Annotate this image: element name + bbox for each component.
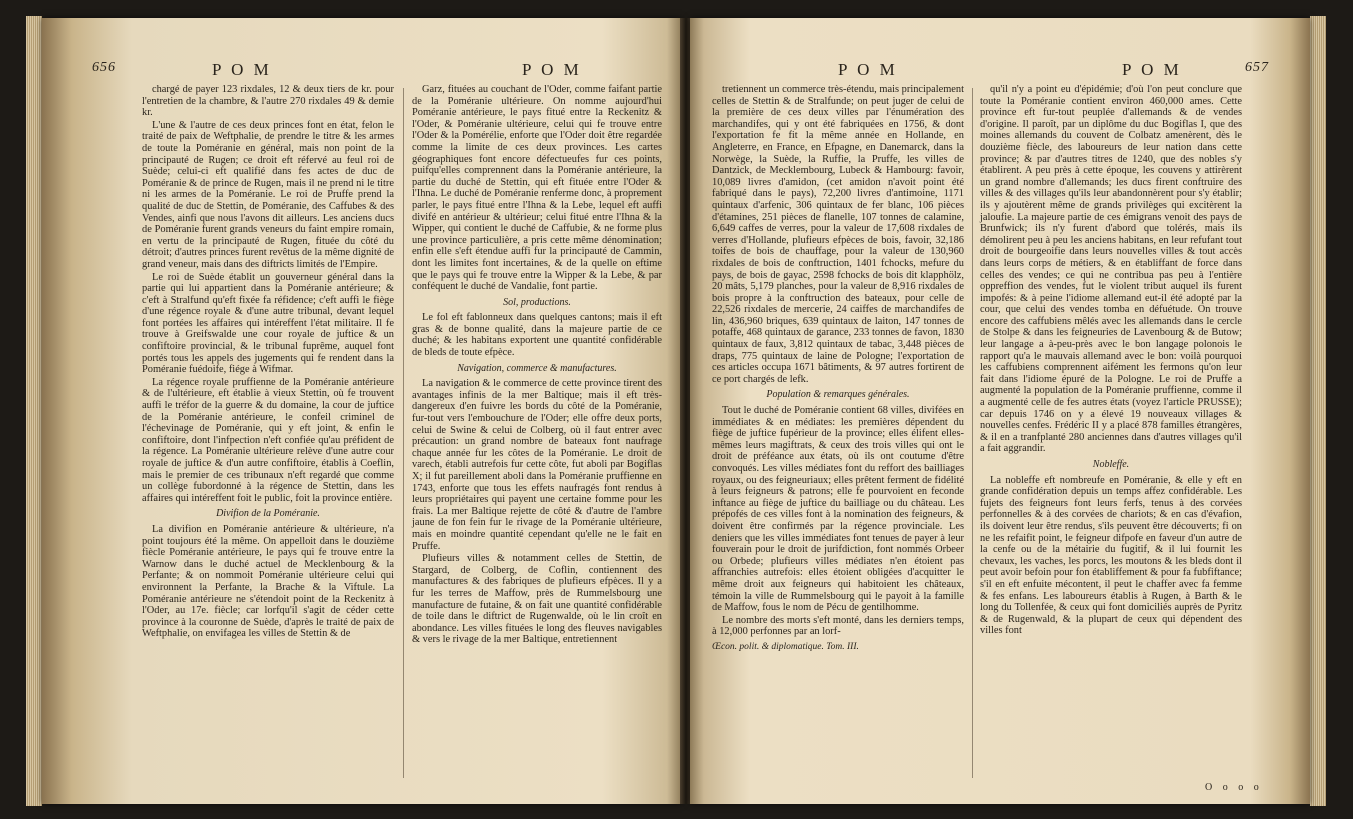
section-heading: Navigation, commerce & manufactures. [457, 362, 617, 374]
paragraph: Le fol eft fablonneux dans quelques cantons; mais il eft gras & de bonne qualité, dans la majeure partie de ce duché; & les habitans exportent une quantité confidérable de bleds de toute efpèce. [412, 312, 662, 359]
page-number-right: 657 [1245, 60, 1269, 75]
right-column-1 [712, 84, 964, 654]
paragraph: chargé de payer 123 rixdales, 12 & deux tiers de kr. pour l'entretien de la chambre, & l'autre 270 rixdales 49 & demie kr. [142, 84, 394, 119]
paragraph: Le nombre des morts s'eft monté, dans les derniers temps, à 12,000 perfonnes par an lorf- [712, 614, 964, 638]
paragraph: La nobleffe eft nombreufe en Poméranie, & elle y eft en grande confidération depuis un temps affez confidérable. Les fujets des feigneurs font leurs ferfs, tenus à des corvées perfonnelles & à des corvées de chariots; & en cas d'évafion, ils doivent leur être rendus, s'ils peuvent être découverts; fi on ne les refaifit point, le feigneur difpofe en faveur d'un autre de la cenfe ou de la métairie du fugitif, & il lui fournit les chevaux, les vaches, les porcs, les moutons & les bleds dont il peut avoir befoin pour fon établiffement & pour fa fubfiftance; s'il en eft enfuite mécontent, il peut le chaffer avec fa femme & fes enfans. Les laboureurs établis à Rugen, à Barth & le long du Tollenfée, & ceux qui font domiciliés auprès de Pyritz & de Rugenwald, & la plupart de ceux qui dépendent des villes font [980, 474, 1242, 637]
left-page-edges [26, 16, 42, 806]
left-page [42, 18, 682, 804]
left-column-2 [412, 84, 662, 647]
right-page [690, 18, 1310, 804]
paragraph: qu'il n'y a point eu d'épidémie; d'où l'on peut conclure que toute la Poméranie contient environ 460,000 ames. Cette province eft fur-tout peuplée d'allemands & de vendes d'origine. Il paroît, par un diplôme du duc Bogiflas I, que des moines allemands du couvent de Colbatz amenèrent, dès le douzième fiècle, des laboureurs de leur nation dans cette province; & par d'autres titres de 1240, que des nobles s'y établirent. A peu près à cette époque, les couvens y attirèrent un grand nombre d'allemands; les ducs firent conftruire des villes & des villages qu'ils leur abandonnèrent pour s'y établir; ils y ajoutèrent même de grands privilèges qui excitèrent la jaloufie. La majeure partie de ces émigrans venoit des pays de Brunfwick; ils n'y furent d'abord que tolérés, mais ils démolirent peu à peu les anciens habitans, en leur refufant tout droit de bourgeoifie dans leurs nouvelles villes & tout accès dans leurs corps de métiers, & en établiffant de force dans celles des vendes; ce qui ne contribua pas peu à l'entière oppreffion des vendes, fut le violent tribut auquel ils furent impofés: & à peine l'idiome allemand eut-il été adopté par la cour, que celui des vendes tomba en défuétude. On trouve encore des caffubiens mêlés avec les allemands dans le cercle de Stolpe & dans les feigneuries de Lavenbourg & de Butow; leur langage a à-peu-près avec le bon langage polonois le rapport qu'a le mauvais allemand avec le bon: voilà pourquoi les caffubiens comprennent aifément les fermons qu'on leur fait dans l'idiome épuré de la Pologne. Le roi de Pruffe a augmenté la population de la Poméranie pruffienne, comme il a augmenté celle de fes autres états (voyez l'article PRUSSE); car depuis 1746 on y a élevé 19 nouveaux villages & nouvelles cenfes. Frédéric II y a placé 878 familles étrangères, & il en a tranfplanté 280 anciennes dans d'autres villages qu'il a fait aggrandir. [980, 84, 1242, 455]
right-column-2 [980, 84, 1242, 638]
column-rule [403, 88, 404, 778]
running-head: P O M [1122, 60, 1182, 79]
paragraph: tretiennent un commerce très-étendu, mais principalement celles de Stettin & de Stralfunde; on peut juger de celui de la première de ces deux villes par l'énumération des marchandifes, qui y ont été fabriquées en 1756, & dont l'exportation fe fit la même année en Hollande, en Angleterre, en France, en Efpagne, en Danemarck, dans la Norwège, la Suède, la Ruffie, la Pruffe, les villes de Dantzick, de Mecklembourg, Lubeck & Hambourg: favoir, 10,089 livres d'amidon, (cet amidon n'avoit point été fabriqué dans le pays), 72,200 livres d'antimoine, 1171 quintaux d'arfenic, 306 quintaux de fer blanc, 106 pièces d'étamines, 251 pièces de flanelle, 107 tonnes de calamine, 6,649 caffes de verres, pour la valeur de 17,608 rixdales de verres d'Hollande, plufieurs efpèces de bois, favoir, 32,186 toifes de bois de chauffage, pour la valeur de 130,960 rixdales de bois de conftruction, 1401 fchocks, mefure du pays, de bois de gayac, 2598 fchocks de bois dit klapphölz, 20 mâts, 5,179 planches, pour la valeur de 8,916 rixdales de bois propre à la conftruction des bateaux, pour celle de 22,526 rixdales de mercerie, 24 caiffes de marchandifes de lin, 436,960 briques, 639 quintaux de laiton, 147 tonnes de potaffe, 468 quintaux de garance, 233 tonnes de favon, 1830 quintaux de faux, 3,812 quintaux de tabac, 3,448 pièces de draps, 775 quintaux de laine de Pologne; l'exportation de ces articles occupa 1671 bâtiments, & 97 autres fortirent de ce port chargés de lefk. [712, 84, 964, 385]
paragraph: La navigation & le commerce de cette province tirent des avantages infinis de la mer Baltique; mais il eft très-dangereux d'en fuivre les bords du côté de la Poméranie, fur-tout vers l'embouchure de l'Oder; elle offre deux ports, celui de Swine & celui de Colberg, où il faut entrer avec précaution: un grand nombre de bateaux font naufrage chaque année fur les côtes de la Poméranie. Le droit de varech, établi autrefois fur cette côte, fut aboli par Bogiflas X; il fut pareillement aboli dans la Poméranie pruffienne en 1743, enforte que tous les effets naufragés font rendus à leurs propriétaires qui payent une certaine fomme pour les frais. La mer Baltique rejette de côté & d'autre de l'ambre jaune de fon fein fur le rivage de la Poméranie ultérieure, mais en moindre quantité cependant qu'elle ne le fait en Pruffe. [412, 378, 662, 552]
page-number-left: 656 [92, 60, 116, 75]
left-column-1 [142, 84, 394, 641]
paragraph: Le roi de Suède établit un gouverneur général dans la partie qui lui appartient dans la Poméranie antérieure; & c'eft à Stralfund qu'eft fixée fa réfidence; c'eft auffi le fiège d'une régence royale & d'une autre tribunal, devant lequel font portées les affaires qui intéreffent l'état militaire. Il fe trouve à Greifswalde une cour royale de juftice & un confiftoire provincial, & le tribunal fuprême, auquel font portés tous les appels des jugements qui fe rendent dans la Poméranie fuédoife, fiége à Wifmar. [142, 271, 394, 376]
paragraph: Garz, fituées au couchant de l'Oder, comme faifant partie de la Poméranie ultérieure. On nomme aujourd'hui Poméranie antérieure, le pays fitué entre la Reckenitz & l'Oder, & Poméranie ultérieure, celui qui fe trouve entre l'Oder & la Pomérélie, enforte que l'Oder doit être regardée comme la limite de ces deux provinces. Les cartes géographiques font encore défectueufes fur ces points, puifqu'elles comprennent dans la Poméranie antérieure, la partie du duché de Stettin, qui eft fituée entre l'Oder & l'Ihna. Le duché de Poméranie renferme donc, à proprement parler, le pays fitué entre l'Ihna & la Lebe, lequel eft auffi divifé en antérieur & ultérieur; celui fitué entre l'Ihna & la Wipper, qui contient le duché de Caffubie, & ne forme plus une province particulière, a pris cette même dénomination; enfin elle s'eft étendue auffi fur la principauté de Cammin, dont les limites font incertaines, & de la quelle on eftime que le pays qui fe trouve entre la Wipper & la Lebe, & par conféquent le duché de Vandalie, font partie. [412, 84, 662, 293]
section-heading: Population & remarques générales. [766, 389, 910, 401]
right-page-edges [1310, 16, 1326, 806]
section-heading: Nobleffe. [1092, 459, 1130, 470]
section-heading: Sol, productions. [503, 296, 571, 308]
column-rule [972, 88, 973, 778]
paragraph: L'une & l'autre de ces deux princes font en état, felon le traité de paix de Weftphalie, de prendre le titre & les armes de toute la Poméranie en général, mais non point de la principauté de Rugen; ce droit eft réfervé au feul roi de Suède; celui-ci eft qualifié dans fes actes de duc de Poméranie & de prince de Rugen, mais il ne prend ni le titre ni les armes de la Poméranie. Le roi de Pruffe prend la qualité de duc de Stettin, de Poméranie, des Caffubes & des Vendes, ainfi que nous l'avons dit ailleurs. Les anciens ducs de Poméranie furent grands veneurs du faint empire romain, en vertu de la principauté de Rugen, fituée du côté du détroit; d'autres princes furent revêtus de la même dignité de grand veneur, mais dans des diftricts limités de l'Empire. [142, 119, 394, 270]
running-head: P O M [838, 60, 898, 79]
running-head: P O M [212, 60, 272, 79]
footer-note: Œcon. polit. & diplomatique. Tom. III. [712, 641, 859, 652]
paragraph: Plufieurs villes & notamment celles de Stettin, de Stargard, de Colberg, de Coflin, contiennent des manufactures & des fabriques de plufieurs efpèces. Il y a fur les terres de Maffow, près de Rummelsbourg une manufacture de futaine, & on fait une quantité confidérable de toile dans le diftrict de Rugenwalde, où le lin croît en abondance. Les villes fituées le long des fleuves navigables & vers le rivage de la mer Baltique, entretiennent [412, 553, 662, 646]
paragraph: Tout le duché de Poméranie contient 68 villes, divifées en immédiates & en médiates: les premières dépendent du fiège de juftice fupérieur de la province; elles élifent elles-mêmes leurs magiftrats, & ceux des trois villes qui ont le droit de préféance aux états, où ils ont coutume d'être convoqués. Les villes médiates font du reffort des bailliages royaux, ou des feigneuriaux; elles prêtent ferment de fidélité à leurs feigneurs & patrons; elle fe pourvoient en feconde inftance au fiège de juftice du bailliage ou du château. Les prépofés de ces villes font à la nomination des feigneurs, & doivent être confirmés par la régence provinciale. Les deniers que les villes immédiates font tenues de payer à leur fouverain pour le droit de jurifdiction, font nommés Orbeer ou Orbede; plufieurs villes médiates n'en étoient pas affranchies autrefois: elles étoient obligées d'acquitter le même droit aux feigneurs qui habitoient les châteaux, témoin la ville de Rummelsbourg qui le payoit à la famille de Maffow, fous le nom de Pécu de gentilhomme. [712, 405, 964, 614]
signature-mark: O o o o [1205, 782, 1263, 793]
paragraph: La divifion en Poméranie antérieure & ultérieure, n'a point toujours été la même. On appelloit dans le douzième fiècle Poméranie antérieure, le pays qui fe trouve entre la Warnow dans le duché actuel de Mecklenbourg & la Perfante; & on nommoit Poméranie ultérieure celui qui environnent la Perfante, la Brache & la Viftule. La Poméranie antérieure ne s'étendoit point de la Reckenitz à l'Oder, au 17e. fiècle; car lorfqu'il s'agit de céder cette province à la couronne de Suède, d'après le traité de paix de Weftphalie, on envifagea les villes de Stettin & de [142, 523, 394, 640]
running-head: P O M [522, 60, 582, 79]
section-heading: Divifion de la Poméranie. [216, 508, 320, 520]
paragraph: La régence royale pruffienne de la Poméranie antérieure & de l'ultérieure, eft établie à vieux Stettin, où fe trouvent auffi le tréfor de la guerre & du domaine, la cour de juftice de la Poméranie antérieure, le confeil criminel de l'échevinage de Poméranie, qui y eft joint, & enfin le confiftoire, dont l'infpection n'eft confiée qu'au préfident de la régence. La Poméranie ultérieure relève d'une autre cour royale de juftice & d'un autre confiftoire, établis à Coeflin, mais le premier de ces tribunaux n'eft regardé que comme un collège fubordonné à la régence de Stettin, dans les affaires qui intéreffent foit le public, foit la province entière. [142, 376, 394, 504]
